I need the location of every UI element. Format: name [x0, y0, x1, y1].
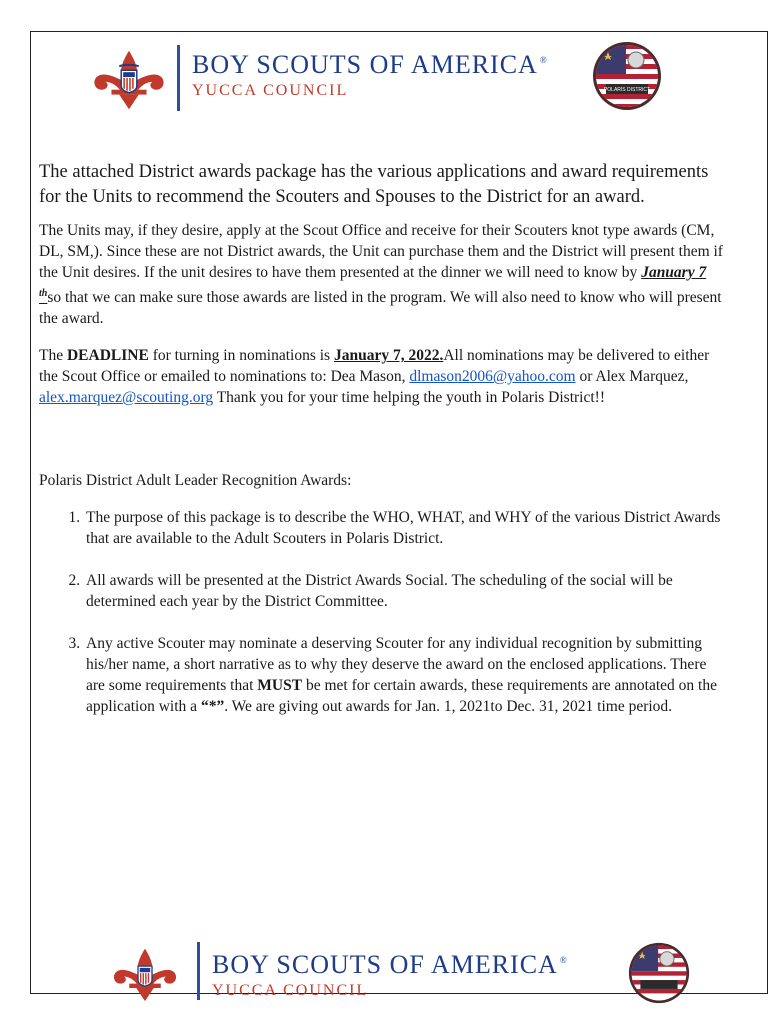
list-item: 1. The purpose of this package is to describe the WHO, WHAT, and WHY of the various District Awards that are available to the Adult Scouters in Polaris District.: [84, 507, 729, 549]
bsa-fleur-de-lis-logo: [110, 944, 180, 1004]
list-item: 3. Any active Scouter may nominate a deserving Scouter for any individual recognition by submitting his/her name, a short narrative as to why they deserve the award on the enclosed applications. There are some requirements that MUST be met for certain awards, these requirements are annotated on the application with a “*”. We are giving out awards for Jan. 1, 2021to Dec. 31, 2021 time period.: [84, 633, 729, 717]
list-item: 2. All awards will be presented at the District Awards Social. The scheduling of the social will be determined each year by the District Committee.: [84, 570, 729, 612]
polaris-district-patch: [592, 40, 662, 112]
council-name: YUCCA COUNCIL: [192, 82, 349, 99]
email-link-alex-marquez[interactable]: alex.marquez@scouting.org: [39, 389, 214, 407]
footer-council-name: YUCCA COUNCIL: [212, 982, 369, 999]
polaris-district-patch: [628, 940, 690, 1006]
letter-footer: [110, 940, 710, 1010]
org-name: BOY SCOUTS OF AMERICA ®: [192, 50, 548, 79]
deadline-date: January 7, 2022.: [333, 347, 444, 365]
patch-label: POLARIS DISTRICT: [603, 87, 651, 93]
bsa-fleur-de-lis-logo: [90, 46, 168, 112]
letter-body: [39, 160, 729, 738]
section-title: Polaris District Adult Leader Recognition Awards:: [39, 472, 352, 490]
dinner-date: January 7 $^{th}$: [39, 264, 707, 299]
footer-org-name: BOY SCOUTS OF AMERICA ®: [212, 950, 568, 979]
deadline-label: DEADLINE: [66, 347, 149, 365]
deadline-paragraph: The DEADLINE for turning in nominations is January 7, 2022.All nominations may be delivered to either the Scout Office or emailed to nominations to: Dea Mason, dlmason2006@yahoo.com or Alex Marquez, alex.marquez@scouting.org Thank you for your time helping the youth in Polaris District!!: [39, 347, 710, 407]
awards-info-list: [39, 507, 729, 717]
intro-paragraph: The attached District awards package has the various applications and award requirements for the Units to recommend the Scouters and Spouses to the District for an award.: [39, 162, 709, 207]
brand-divider: [177, 45, 180, 111]
email-link-dea-mason[interactable]: dlmason2006@yahoo.com: [409, 368, 576, 386]
letterhead: [90, 40, 690, 120]
brand-divider: [197, 942, 200, 1000]
knot-awards-paragraph: The Units may, if they desire, apply at the Scout Office and receive for their Scouters knot type awards (CM, DL, SM,). Since these are not District awards, the Unit can purchase them and the District will present them if the Unit desires. If the unit desires to have them presented at the dinner we will need to know by January 7 $^{th}$so that we can make sure those awards are listed in the program. We will also need to know who will present the award.: [39, 222, 723, 328]
